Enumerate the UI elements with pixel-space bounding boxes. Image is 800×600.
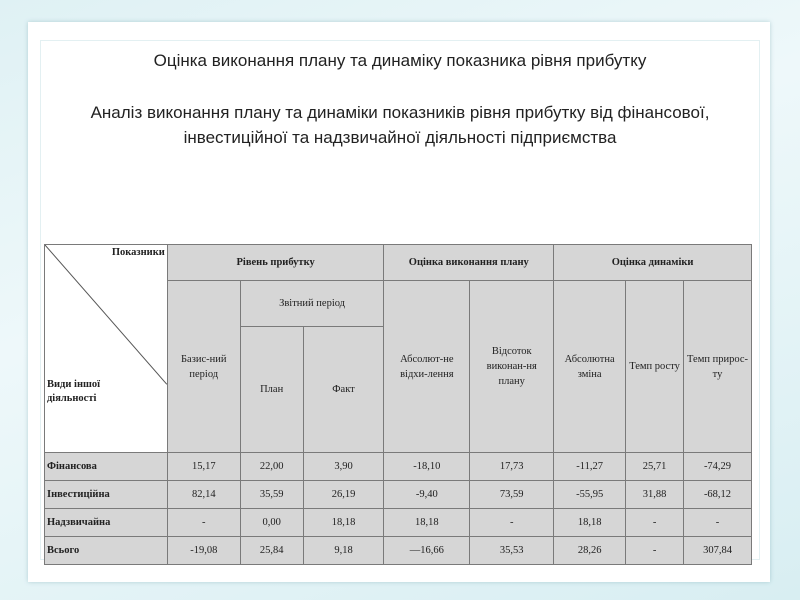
table-cell: - xyxy=(470,509,554,537)
table-cell: 31,88 xyxy=(626,481,684,509)
header-fact: Факт xyxy=(303,327,384,453)
row-label: Всього xyxy=(45,537,168,565)
header-growth-rate: Темп росту xyxy=(626,281,684,453)
row-label: Фінансова xyxy=(45,453,168,481)
table-cell: 22,00 xyxy=(240,453,303,481)
table-row xyxy=(45,453,752,481)
diagonal-line xyxy=(45,245,167,452)
row-label: Надзвичайна xyxy=(45,509,168,537)
header-increase-rate: Темп прирос-ту xyxy=(684,281,752,453)
table-cell: —16,66 xyxy=(384,537,470,565)
header-abs-deviation: Абсолют-не відхи-лення xyxy=(384,281,470,453)
table-cell: -18,10 xyxy=(384,453,470,481)
table-row xyxy=(45,509,752,537)
corner-bottom-label: Види іншої діяльності xyxy=(47,379,101,404)
table-cell: 3,90 xyxy=(303,453,384,481)
corner-top-label: Показники xyxy=(111,247,165,258)
table-cell: 73,59 xyxy=(470,481,554,509)
table-cell: 18,18 xyxy=(554,509,626,537)
slide-subtitle: Аналіз виконання плану та динаміки показників рівня прибутку від фінансової, інвестиційної та надзвичайної діяльності підприємства xyxy=(90,103,710,147)
table-cell: 18,18 xyxy=(303,509,384,537)
header-profit-level: Рівень прибутку xyxy=(167,245,384,281)
profit-table xyxy=(44,244,752,565)
header-plan: План xyxy=(240,327,303,453)
table-cell: -55,95 xyxy=(554,481,626,509)
header-base-period: Базис-ний період xyxy=(167,281,240,453)
table-cell: -11,27 xyxy=(554,453,626,481)
header-plan-assessment: Оцінка виконання плану xyxy=(384,245,554,281)
table-row xyxy=(45,537,752,565)
corner-header xyxy=(45,245,168,453)
table-cell: -9,40 xyxy=(384,481,470,509)
table-row xyxy=(45,481,752,509)
table-cell: - xyxy=(684,509,752,537)
slide-title: Оцінка виконання плану та динаміку показника рівня прибутку xyxy=(153,51,647,70)
table-cell: 0,00 xyxy=(240,509,303,537)
table-cell: 307,84 xyxy=(684,537,752,565)
table-cell: 26,19 xyxy=(303,481,384,509)
table-cell: 82,14 xyxy=(167,481,240,509)
table-cell: 35,59 xyxy=(240,481,303,509)
table-cell: 25,71 xyxy=(626,453,684,481)
table-cell: 35,53 xyxy=(470,537,554,565)
table-cell: -68,12 xyxy=(684,481,752,509)
row-label: Інвестиційна xyxy=(45,481,168,509)
table-cell: - xyxy=(626,509,684,537)
table-cell: 17,73 xyxy=(470,453,554,481)
table-cell: - xyxy=(167,509,240,537)
table-cell: - xyxy=(626,537,684,565)
table-cell: 15,17 xyxy=(167,453,240,481)
table-cell: -19,08 xyxy=(167,537,240,565)
header-abs-change: Абсолютна зміна xyxy=(554,281,626,453)
table-cell: 28,26 xyxy=(554,537,626,565)
header-reporting-period: Звітний період xyxy=(240,281,384,327)
table-cell: 25,84 xyxy=(240,537,303,565)
header-dynamics-assessment: Оцінка динаміки xyxy=(554,245,752,281)
table-cell: -74,29 xyxy=(684,453,752,481)
table-cell: 18,18 xyxy=(384,509,470,537)
table-cell: 9,18 xyxy=(303,537,384,565)
header-percent-fulfilment: Відсоток виконан-ня плану xyxy=(470,281,554,453)
